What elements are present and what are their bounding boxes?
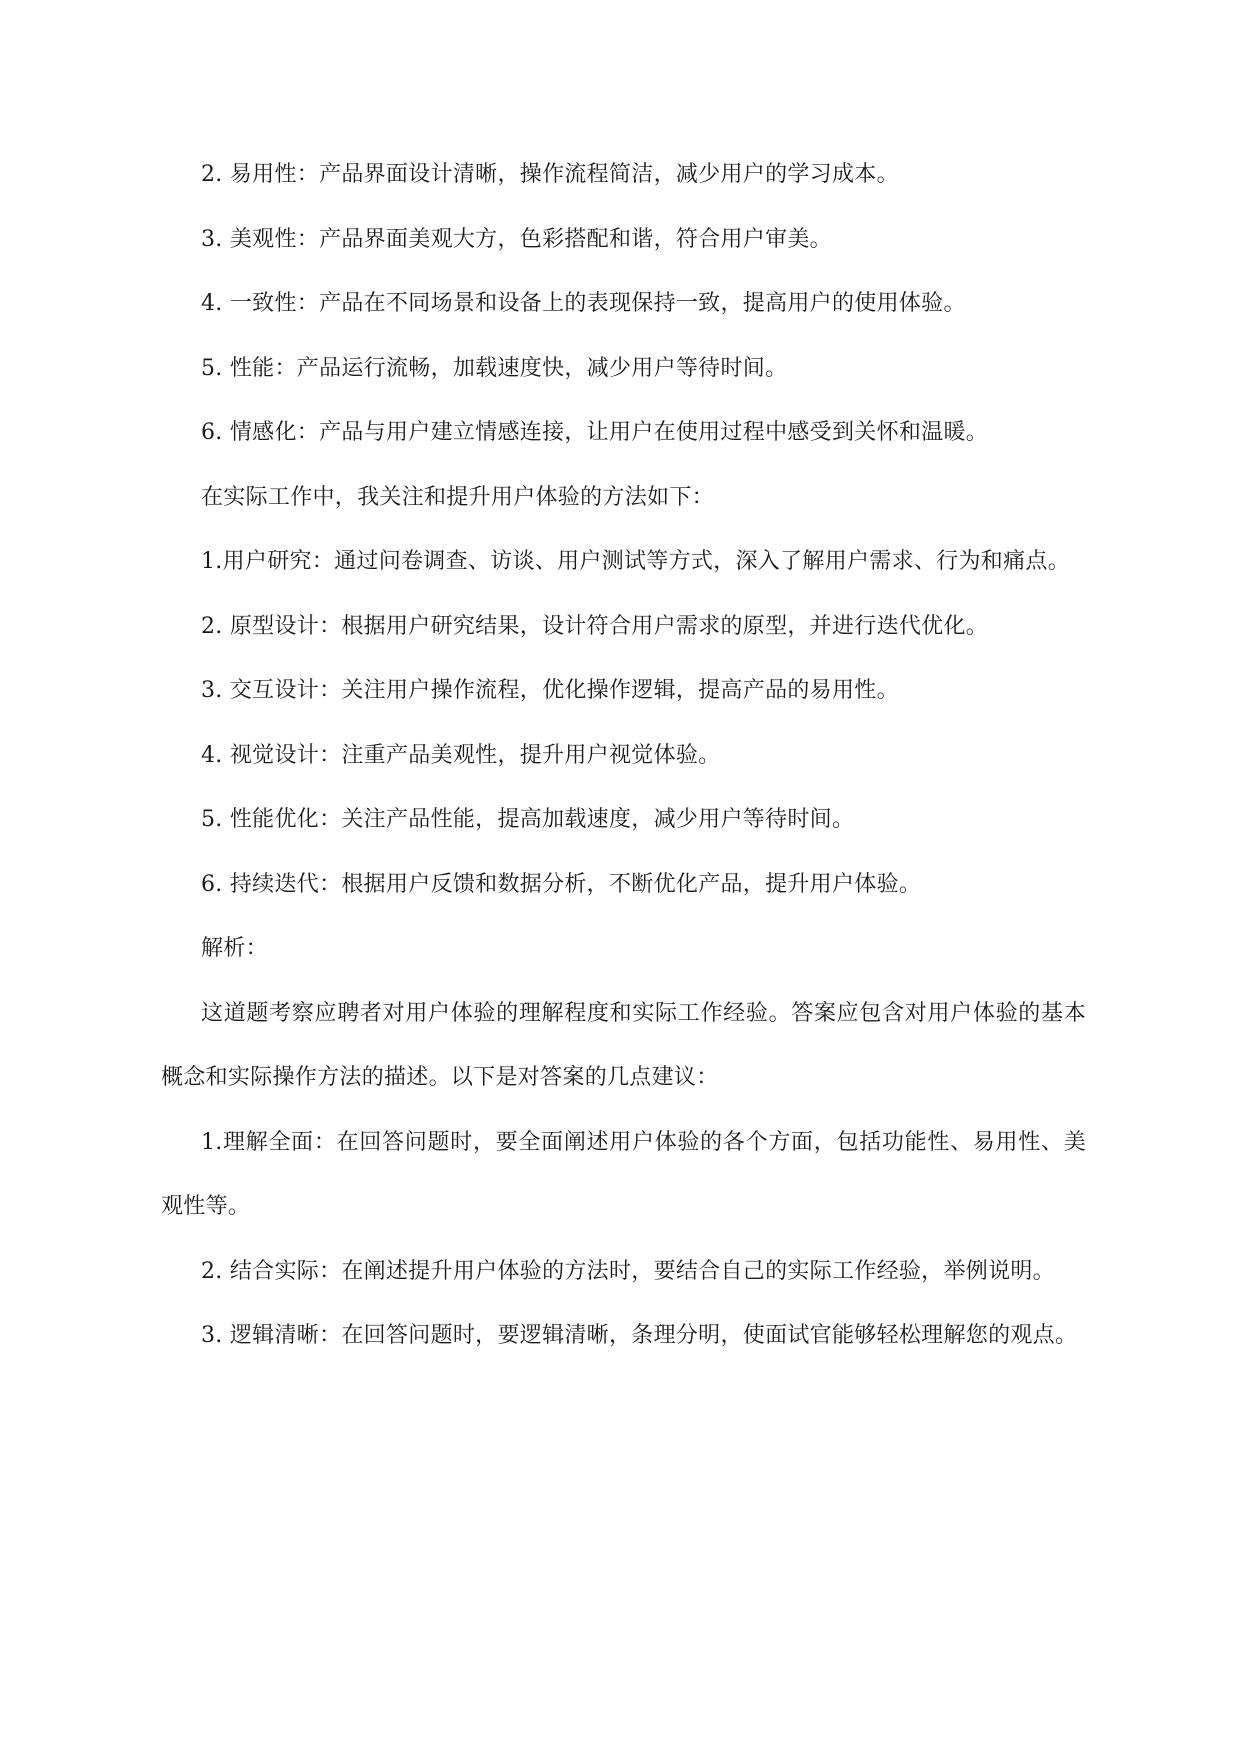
paragraph-performance: 5. 性能：产品运行流畅，加载速度快，减少用户等待时间。 — [201, 355, 788, 381]
paragraph-logical-clarity: 3. 逻辑清晰：在回答问题时，要逻辑清晰，条理分明，使面试官能够轻松理解您的观点。 — [201, 1323, 1078, 1348]
paragraph-continuous-iteration: 6. 持续迭代：根据用户反馈和数据分析，不断优化产品，提升用户体验。 — [201, 871, 922, 897]
paragraph-consistency: 4. 一致性：产品在不同场景和设备上的表现保持一致，提高用户的使用体验。 — [201, 291, 966, 316]
paragraph-aesthetics: 3. 美观性：产品界面美观大方，色彩搭配和谐，符合用户审美。 — [201, 226, 832, 252]
document-body — [161, 143, 1086, 1369]
paragraph-usability: 2. 易用性：产品界面设计清晰，操作流程简洁，减少用户的学习成本。 — [201, 162, 899, 187]
paragraph-emotional: 6. 情感化：产品与用户建立情感连接，让用户在使用过程中感受到关怀和温暖。 — [201, 420, 989, 445]
paragraph-prototype-design: 2. 原型设计：根据用户研究结果，设计符合用户需求的原型，并进行迭代优化。 — [201, 613, 989, 639]
paragraph-comprehensive-understanding: 1.理解全面：在回答问题时，要全面阐述用户体验的各个方面，包括功能性、易用性、美观性等。 — [161, 1129, 1086, 1219]
paragraph-practical-combination: 2. 结合实际：在阐述提升用户体验的方法时，要结合自己的实际工作经验，举例说明。 — [201, 1258, 1055, 1284]
paragraph-analysis-heading: 解析： — [201, 936, 268, 961]
paragraph-analysis-intro: 这道题考察应聘者对用户体验的理解程度和实际工作经验。答案应包含对用户体验的基本概念和实际操作方法的描述。以下是对答案的几点建议： — [161, 1000, 1086, 1090]
paragraph-performance-optimization: 5. 性能优化：关注产品性能，提高加载速度，减少用户等待时间。 — [201, 807, 855, 832]
paragraph-interaction-design: 3. 交互设计：关注用户操作流程，优化操作逻辑，提高产品的易用性。 — [201, 678, 899, 703]
paragraph-user-research: 1.用户研究：通过问卷调查、访谈、用户测试等方式，深入了解用户需求、行为和痛点。 — [201, 549, 1070, 574]
paragraph-visual-design: 4. 视觉设计：注重产品美观性，提升用户视觉体验。 — [201, 742, 721, 768]
paragraph-methods-intro: 在实际工作中，我关注和提升用户体验的方法如下： — [201, 484, 714, 510]
